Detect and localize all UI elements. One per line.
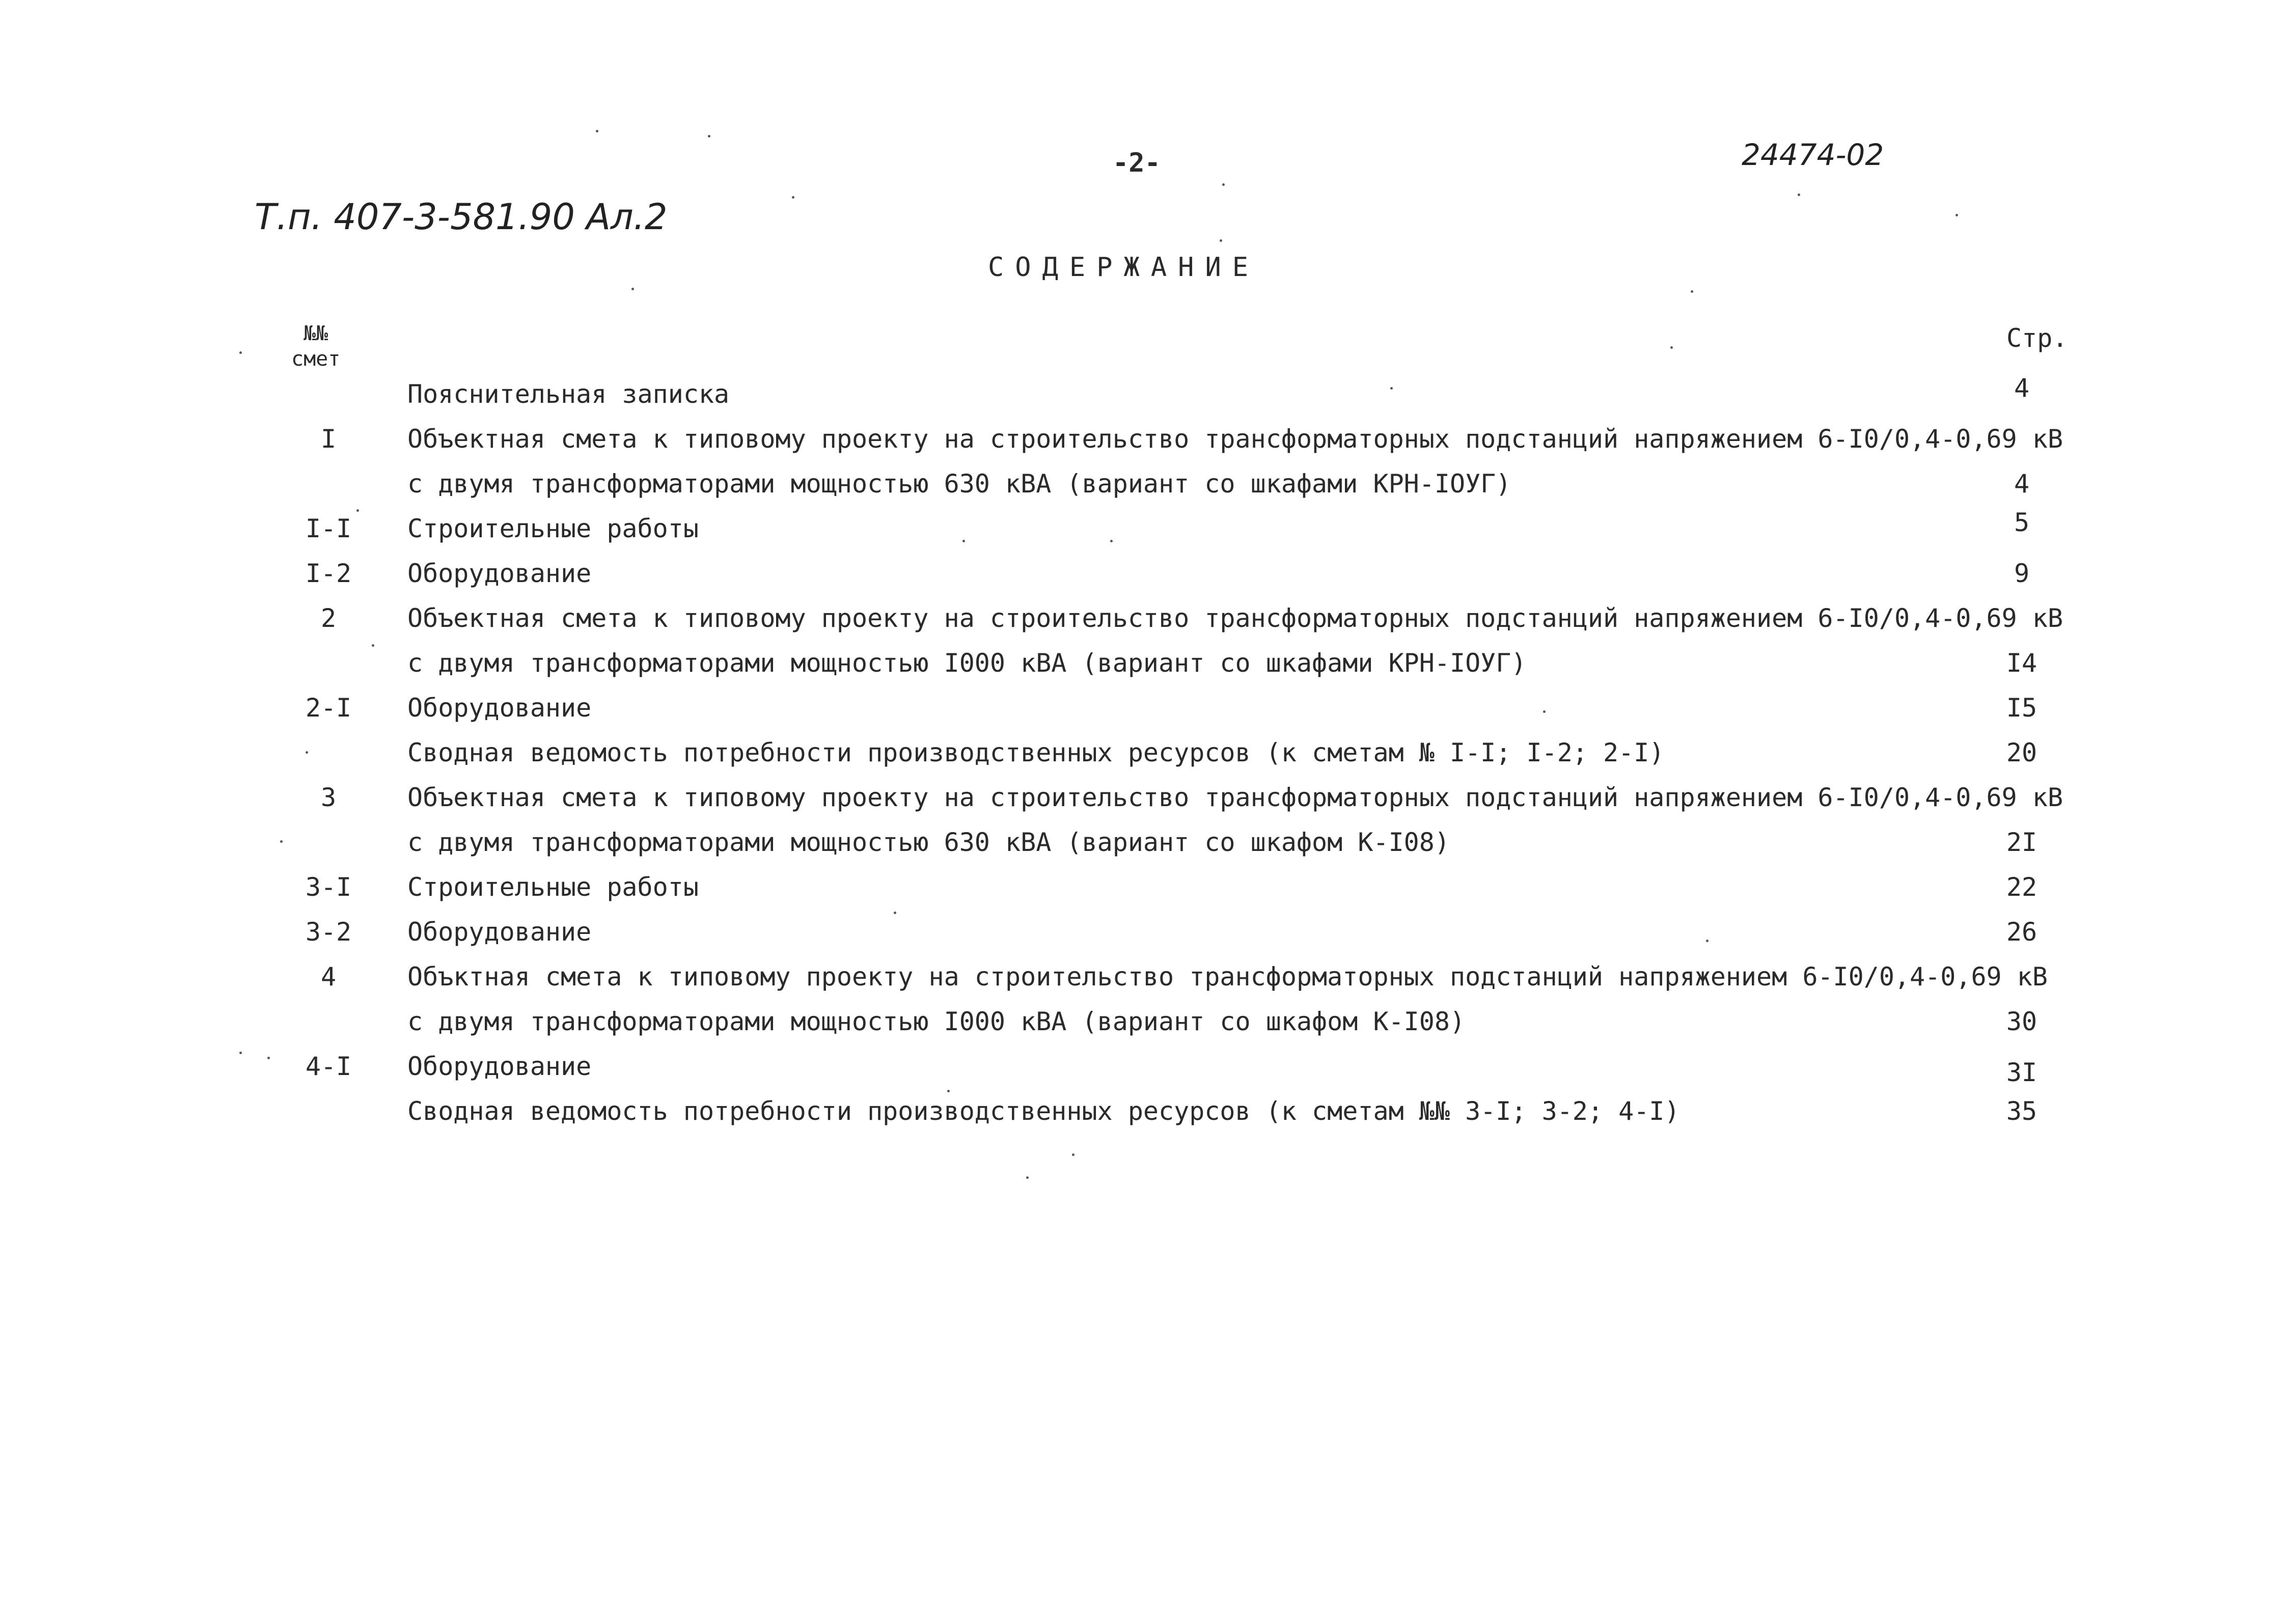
scan-speck <box>372 644 374 647</box>
scan-speck <box>947 1090 950 1092</box>
toc-row-title: Оборудование <box>407 917 592 947</box>
toc-row-title: Строительные работы <box>407 872 699 902</box>
scan-speck <box>306 751 308 754</box>
page-title: СОДЕРЖАНИЕ <box>988 252 1260 283</box>
toc-row-page: 9 <box>2014 559 2030 588</box>
toc-row <box>0 738 2286 783</box>
toc-row-page: I5 <box>2006 693 2037 723</box>
toc-row-page: 30 <box>2006 1007 2037 1036</box>
scan-speck <box>356 509 359 512</box>
toc-row-number: 2-I <box>305 693 352 723</box>
scan-speck <box>596 130 598 132</box>
scan-speck <box>962 540 965 542</box>
toc-row-title: Объектная смета к типовому проекту на строительство трансформаторных подстанций напряжением 6-I0/0,4-0,69 кВ <box>407 603 2063 633</box>
toc-row <box>0 373 2286 424</box>
toc-row-number: I-2 <box>305 559 352 588</box>
toc-row-page: I4 <box>2006 648 2037 678</box>
toc-row-number: 2 <box>320 603 337 633</box>
toc-row <box>0 1096 2286 1141</box>
scan-speck <box>239 1052 242 1054</box>
toc-row-page: 2I <box>2006 828 2037 857</box>
number-header-line-1: №№ <box>304 322 328 345</box>
document-code: 24474-02 <box>1742 137 1884 172</box>
toc-row-page: 26 <box>2006 917 2037 947</box>
toc-row-title: Объектная смета к типовому проекту на строительство трансформаторных подстанций напряжением 6-I0/0,4-0,69 кВ <box>407 424 2063 454</box>
toc-row <box>0 693 2286 738</box>
scan-speck <box>1026 1176 1029 1179</box>
scan-speck <box>1110 540 1113 542</box>
scan-speck <box>631 288 634 290</box>
toc-row-continuation <box>0 1007 2286 1052</box>
toc-row-number: I-I <box>305 514 352 543</box>
project-reference: Т.п. 407-3-581.90 Ал.2 <box>255 196 668 238</box>
scan-speck <box>280 840 283 843</box>
toc-row-title: с двумя трансформаторами мощностью I000 кВА (вариант со шкафами КРН-IOУГ) <box>407 648 1527 678</box>
scan-speck <box>708 135 710 137</box>
toc-row <box>0 603 2286 648</box>
number-column-header <box>291 321 340 372</box>
toc-row-continuation <box>0 648 2286 693</box>
toc-row-title: с двумя трансформаторами мощностью 630 кВА (вариант со шкафом К-I08) <box>407 828 1450 857</box>
toc-row-title: Пояснительная записка <box>407 379 730 409</box>
toc-row <box>0 424 2286 469</box>
toc-row <box>0 962 2286 1007</box>
toc-row-page: 22 <box>2006 872 2037 902</box>
toc-row-number: 4 <box>320 962 337 992</box>
toc-row-title: Сводная ведомость потребности производственных ресурсов (к сметам № I-I; I-2; 2-I) <box>407 738 1665 767</box>
toc-row-title: Оборудование <box>407 693 592 723</box>
toc-row-number: 3-I <box>305 872 352 902</box>
scan-speck <box>1390 387 1393 390</box>
toc-row-title: с двумя трансформаторами мощностью 630 кВА (вариант со шкафами КРН-IOУГ) <box>407 469 1511 499</box>
page-number: -2- <box>1113 148 1161 178</box>
toc-row-page: 3I <box>2006 1058 2037 1087</box>
scan-speck <box>1706 940 1709 942</box>
scan-speck <box>267 1057 270 1059</box>
toc-row-page: 20 <box>2006 738 2037 767</box>
scan-speck <box>1222 183 1225 186</box>
toc-row-title: Строительные работы <box>407 514 699 543</box>
scan-speck <box>1798 194 1800 196</box>
toc-row-title: с двумя трансформаторами мощностью I000 кВА (вариант со шкафом К-I08) <box>407 1007 1466 1036</box>
toc-row-title: Объктная смета к типовому проекту на строительство трансформаторных подстанций напряжением 6-I0/0,4-0,69 кВ <box>407 962 2048 992</box>
toc-row-number: I <box>320 424 337 454</box>
scan-speck <box>1072 1153 1075 1156</box>
toc-row-page: 5 <box>2014 508 2030 537</box>
toc-row <box>0 783 2286 828</box>
toc-row-page: 4 <box>2014 469 2030 499</box>
toc-row <box>0 508 2286 559</box>
toc-row <box>0 559 2286 603</box>
toc-row <box>0 872 2286 917</box>
toc-row-title: Оборудование <box>407 1052 592 1081</box>
scan-speck <box>1956 214 1958 216</box>
scan-speck <box>239 351 242 354</box>
toc-row-number: 3 <box>320 783 337 812</box>
toc-row-title: Оборудование <box>407 559 592 588</box>
toc-row <box>0 917 2286 962</box>
scan-speck <box>894 912 896 914</box>
page-column-header: Стр. <box>2006 323 2068 353</box>
toc-row-number: 4-I <box>305 1052 352 1081</box>
toc-row-title: Объектная смета к типовому проекту на строительство трансформаторных подстанций напряжением 6-I0/0,4-0,69 кВ <box>407 783 2063 812</box>
toc-row-page: 35 <box>2006 1096 2037 1126</box>
toc-row-continuation <box>0 469 2286 514</box>
toc-row-page: 4 <box>2014 373 2030 403</box>
scan-speck <box>1220 239 1222 242</box>
number-header-line-2: смет <box>291 347 341 371</box>
toc-row <box>0 1052 2286 1096</box>
scan-speck <box>792 196 794 199</box>
scan-speck <box>1691 290 1693 293</box>
scan-speck <box>1670 346 1673 349</box>
scan-speck <box>1543 710 1546 713</box>
toc-row-continuation <box>0 828 2286 872</box>
toc-row-title: Сводная ведомость потребности производственных ресурсов (к сметам №№ 3-I; 3-2; 4-I) <box>407 1096 1680 1126</box>
toc-row-number: 3-2 <box>305 917 352 947</box>
